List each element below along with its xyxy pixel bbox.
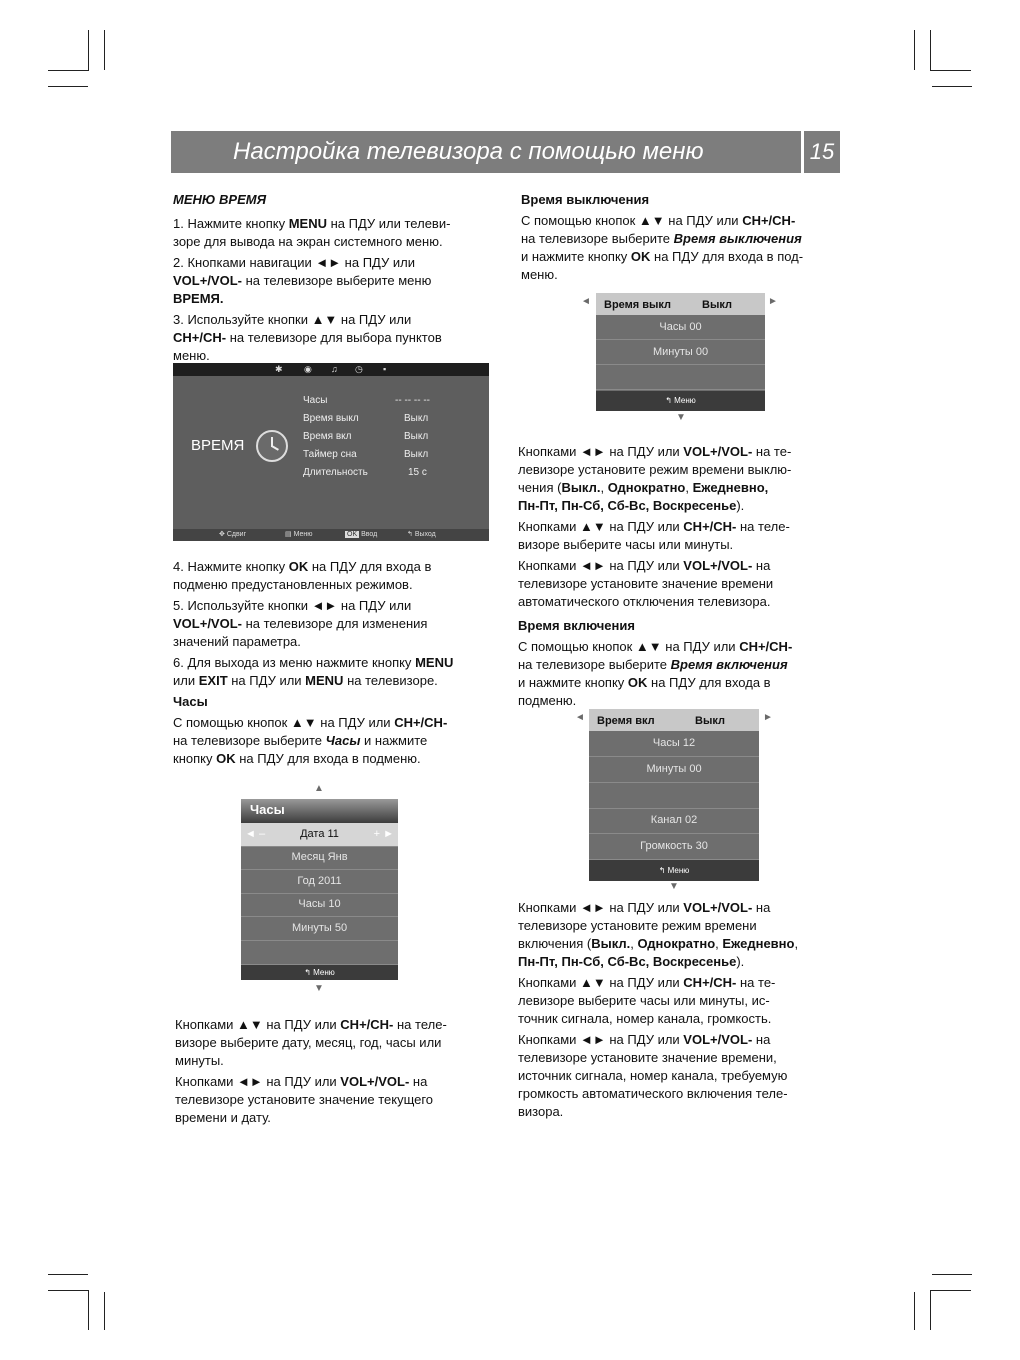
crop-mark xyxy=(48,1290,89,1291)
exit-hint: ↰ Выход xyxy=(407,531,436,538)
sound-icon: ◉ xyxy=(304,364,312,374)
crop-mark xyxy=(88,1290,89,1330)
step-5: 5. Используйте кнопки ◄► на ПДУ или VOL+/VOL- на телевизоре для изменения значений параметра. xyxy=(173,598,428,649)
off-timer-footer[interactable]: ↰ Меню xyxy=(596,391,765,411)
clock-icon: ◷ xyxy=(355,364,363,374)
crop-mark xyxy=(914,1292,915,1330)
up-arrow-icon: ▲ xyxy=(314,783,324,794)
on-timer-footer[interactable]: ↰ Меню xyxy=(589,860,759,881)
menu-item-name[interactable]: Время выкл xyxy=(303,413,359,424)
on-section-title: Время включения xyxy=(518,618,635,633)
off-timer-row-empty xyxy=(596,365,765,390)
off-timer-header[interactable]: Время выкл Выкл xyxy=(596,293,765,315)
settings-icon: ▪ xyxy=(383,364,387,374)
left-arrow-icon[interactable]: ◄ – xyxy=(245,828,266,840)
clock-menu-footer[interactable]: ↰ Меню xyxy=(241,965,398,980)
crop-mark xyxy=(48,70,89,71)
on-timer-row-empty[interactable] xyxy=(589,783,759,809)
menu-icon-bar xyxy=(173,363,489,376)
off-instruction-2: Кнопками ▲▼ на ПДУ или CH+/CH- на теле- визоре выберите часы или минуты. xyxy=(518,519,790,552)
right-column-top xyxy=(521,191,851,287)
clock-face-icon xyxy=(256,430,288,462)
move-hint: ✥ Сдвиг xyxy=(219,531,247,538)
left-arrow-icon[interactable]: ◄ xyxy=(581,296,591,307)
music-icon: ♫ xyxy=(331,364,338,374)
on-timer-row[interactable]: Канал 02 xyxy=(589,808,759,834)
clock-menu-row-selected[interactable]: ◄ – Дата 11 + ► xyxy=(241,823,398,847)
clock-section-title: Часы xyxy=(173,694,208,709)
crop-mark xyxy=(932,1274,972,1275)
menu-item-value: Выкл xyxy=(404,449,429,460)
menu-item-name[interactable]: Часы xyxy=(303,395,328,406)
on-timer-row[interactable]: Минуты 00 xyxy=(589,757,759,783)
crop-mark xyxy=(88,30,89,70)
clock-menu-row[interactable]: Месяц Янв xyxy=(241,846,398,870)
page-title: Настройка телевизора с помощью меню xyxy=(233,138,704,165)
crop-mark xyxy=(930,1290,971,1291)
menu-item-value: 15 с xyxy=(408,467,427,478)
menu-item-name[interactable]: Время вкл xyxy=(303,431,352,442)
crop-mark xyxy=(930,30,931,70)
on-instruction-1: Кнопками ◄► на ПДУ или VOL+/VOL- на телевизоре установите режим времени включения (Выкл., Однократно, Ежедневно, Пн-Пт, Пн-Сб, Сб-Вс, Воскресенье). xyxy=(518,900,799,969)
crop-mark xyxy=(48,1274,88,1275)
menu-hint: ▤ Меню xyxy=(285,531,313,538)
off-timer-row[interactable]: Минуты 00 xyxy=(596,340,765,365)
right-column-bottom xyxy=(518,899,848,1124)
clock-menu-row-empty xyxy=(241,941,398,965)
menu-item-value: Выкл xyxy=(404,413,429,424)
step-3: 3. Используйте кнопки ▲▼ на ПДУ или CH+/CH- на телевизоре для выбора пунктов меню. xyxy=(173,312,442,363)
clock-instruction-1: Кнопками ▲▼ на ПДУ или CH+/CH- на теле- визоре выберите дату, месяц, год, часы или минуты. xyxy=(175,1017,447,1068)
left-column-bottom xyxy=(175,1016,505,1130)
menu-label: ВРЕМЯ xyxy=(191,437,245,454)
crop-mark xyxy=(932,86,972,87)
off-paragraph: С помощью кнопок ▲▼ на ПДУ или CH+/CH- на телевизоре выберите Время выключения и нажмите кнопку OK на ПДУ для входа в под- меню. xyxy=(521,213,804,282)
crop-mark xyxy=(930,70,971,71)
right-column-middle xyxy=(518,443,848,713)
crop-mark xyxy=(104,1292,105,1330)
picture-icon: ✱ xyxy=(275,364,283,374)
down-arrow-icon: ▼ xyxy=(314,983,324,994)
menu-footer xyxy=(173,529,489,541)
right-arrow-icon[interactable]: ► xyxy=(763,712,773,723)
crop-mark xyxy=(930,1290,931,1330)
on-timer-panel xyxy=(589,709,759,881)
off-instruction-1: Кнопками ◄► на ПДУ или VOL+/VOL- на те- левизоре установите режим времени выклю- чения (Выкл., Однократно, Ежедневно, Пн-Пт, Пн-Сб, Сб-Вс, Воскресенье). xyxy=(518,444,792,513)
down-arrow-icon: ▼ xyxy=(676,412,686,423)
clock-instruction-2: Кнопками ◄► на ПДУ или VOL+/VOL- на телевизоре установите значение текущего времени и дату. xyxy=(175,1074,434,1125)
left-column-top xyxy=(173,191,498,368)
on-paragraph: С помощью кнопок ▲▼ на ПДУ или CH+/CH- на телевизоре выберите Время включения и нажмите кнопку OK на ПДУ для входа в подменю. xyxy=(518,639,793,708)
menu-item-name[interactable]: Таймер сна xyxy=(303,449,357,460)
clock-menu-panel xyxy=(241,799,398,980)
section-title: МЕНЮ ВРЕМЯ xyxy=(173,192,267,207)
page-number: 15 xyxy=(804,131,840,173)
clock-menu-row[interactable]: Часы 10 xyxy=(241,893,398,917)
down-arrow-icon: ▼ xyxy=(669,881,679,892)
right-arrow-icon[interactable]: ► xyxy=(768,296,778,307)
on-instruction-3: Кнопками ◄► на ПДУ или VOL+/VOL- на телевизоре установите значение времени, источник сигнала, номер канала, требуемую громкость автоматического включения теле- визора. xyxy=(518,1032,788,1119)
off-section-title: Время выключения xyxy=(521,192,650,207)
off-instruction-3: Кнопками ◄► на ПДУ или VOL+/VOL- на телевизоре установите значение времени автоматического отключения телевизора. xyxy=(518,558,774,609)
step-4: 4. Нажмите кнопку OK на ПДУ для входа в подменю предустановленных режимов. xyxy=(173,559,432,592)
menu-item-value: -- -- -- -- xyxy=(395,395,430,406)
step-1: 1. Нажмите кнопку MENU на ПДУ или телеви- зоре для вывода на экран системного меню. xyxy=(173,216,451,249)
clock-menu-row[interactable]: Минуты 50 xyxy=(241,917,398,941)
clock-menu-title: Часы xyxy=(241,799,398,823)
on-timer-row[interactable]: Громкость 30 xyxy=(589,834,759,860)
clock-paragraph: С помощью кнопок ▲▼ на ПДУ или CH+/CH- на телевизоре выберите Часы и нажмите кнопку OK на ПДУ для входа в подменю. xyxy=(173,715,448,766)
on-timer-row[interactable]: Часы 12 xyxy=(589,731,759,757)
right-arrow-icon[interactable]: + ► xyxy=(373,828,394,840)
crop-mark xyxy=(914,30,915,70)
crop-mark xyxy=(48,86,88,87)
left-arrow-icon[interactable]: ◄ xyxy=(575,712,585,723)
time-menu-screen xyxy=(173,363,489,541)
off-timer-panel xyxy=(596,293,765,411)
on-timer-header[interactable]: Время вкл Выкл xyxy=(589,709,759,731)
off-timer-row[interactable]: Часы 00 xyxy=(596,315,765,340)
menu-item-name[interactable]: Длительность xyxy=(303,467,368,478)
enter-hint: OK Ввод xyxy=(347,531,378,538)
clock-menu-row[interactable]: Год 2011 xyxy=(241,870,398,894)
menu-item-value: Выкл xyxy=(404,431,429,442)
on-instruction-2: Кнопками ▲▼ на ПДУ или CH+/CH- на те- левизоре выберите часы или минуты, ис- точник сигнала, номер канала, громкость. xyxy=(518,975,776,1026)
step-2: 2. Кнопками навигации ◄► на ПДУ или VOL+/VOL- на телевизоре выберите меню ВРЕМЯ. xyxy=(173,255,432,306)
crop-mark xyxy=(104,30,105,70)
left-column-middle xyxy=(173,558,503,771)
step-6: 6. Для выхода из меню нажмите кнопку MENU или EXIT на ПДУ или MENU на телевизоре. xyxy=(173,655,454,688)
